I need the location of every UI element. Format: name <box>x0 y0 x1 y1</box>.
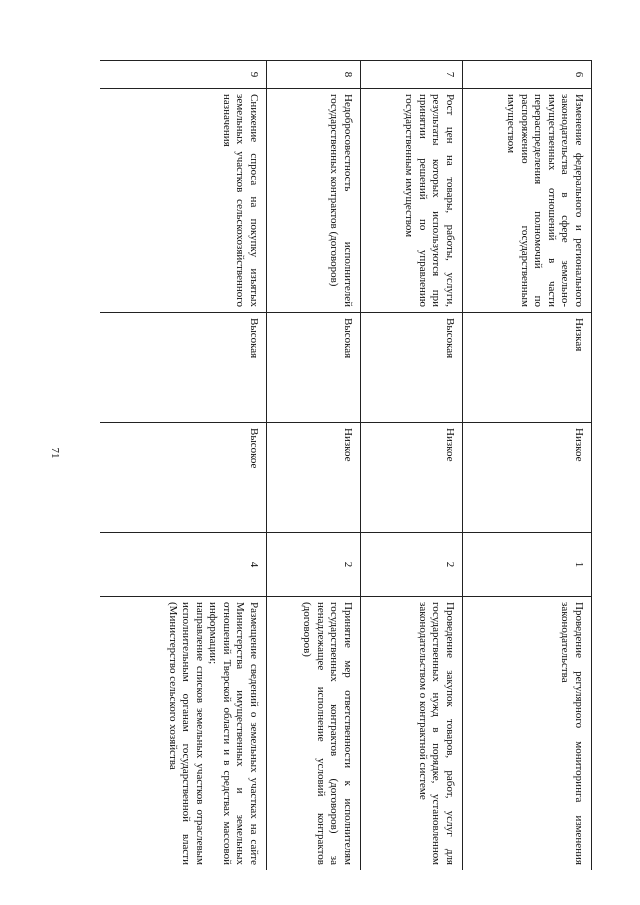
risk-description: Снижение спроса на покупку изъятых земельных участков сельскохозяйственного назначения <box>100 89 267 313</box>
table-row <box>100 61 267 871</box>
risk-description: Недобросовестность исполнителей государственных контрактов (договоров) <box>267 89 361 313</box>
measure-text: направление списков земельных участков отраслевым исполнительным органам государственной власти (Министерство сельского хозяйства <box>167 602 206 865</box>
risk-impact: Низкое <box>267 423 361 533</box>
table-container <box>100 60 592 870</box>
risk-description: Изменение федерального и регионального законодательства в сфере земельно-имущественных отношений в части перераспределения полномочий по распоряжению государственным имуществом <box>463 89 592 313</box>
row-number: 8 <box>267 61 361 89</box>
risk-table <box>100 60 592 870</box>
risk-probability: Высокая <box>100 313 267 423</box>
measure-text: Размещение сведений о земельных участках на сайте Министерства имущественных и земельных отношений Тверской области и в средствах массовой информации; <box>207 602 260 865</box>
mitigation-measures <box>267 597 361 871</box>
measure-text: Проведение регулярного мониторинга изменения законодательства <box>559 602 585 865</box>
risk-score: 4 <box>100 533 267 597</box>
row-number: 6 <box>463 61 592 89</box>
row-number: 9 <box>100 61 267 89</box>
table-row <box>463 61 592 871</box>
mitigation-measures <box>100 597 267 871</box>
risk-probability: Низкая <box>463 313 592 423</box>
page-number: 71 <box>49 447 61 459</box>
risk-impact: Высокое <box>100 423 267 533</box>
row-number: 7 <box>361 61 463 89</box>
table-row <box>361 61 463 871</box>
measure-text: Принятие мер ответственности к исполнителям государственных контрактов (договоров) за ненадлежащее исполнение условий контрактов (договоров) <box>301 602 354 865</box>
risk-impact: Низкое <box>463 423 592 533</box>
risk-probability: Высокая <box>267 313 361 423</box>
risk-impact: Низкое <box>361 423 463 533</box>
risk-score: 1 <box>463 533 592 597</box>
table-row <box>267 61 361 871</box>
risk-probability: Высокая <box>361 313 463 423</box>
mitigation-measures <box>463 597 592 871</box>
measure-text: Проведение закупок товаров, работ, услуг для государственных нужд в порядке, установленном законодательством о контрактной системе <box>417 602 456 865</box>
risk-score: 2 <box>267 533 361 597</box>
risk-score: 2 <box>361 533 463 597</box>
risk-description: Рост цен на товары, работы, услуги, результаты которых используются при принятии решений по управлению государственным имуществом <box>361 89 463 313</box>
mitigation-measures <box>361 597 463 871</box>
